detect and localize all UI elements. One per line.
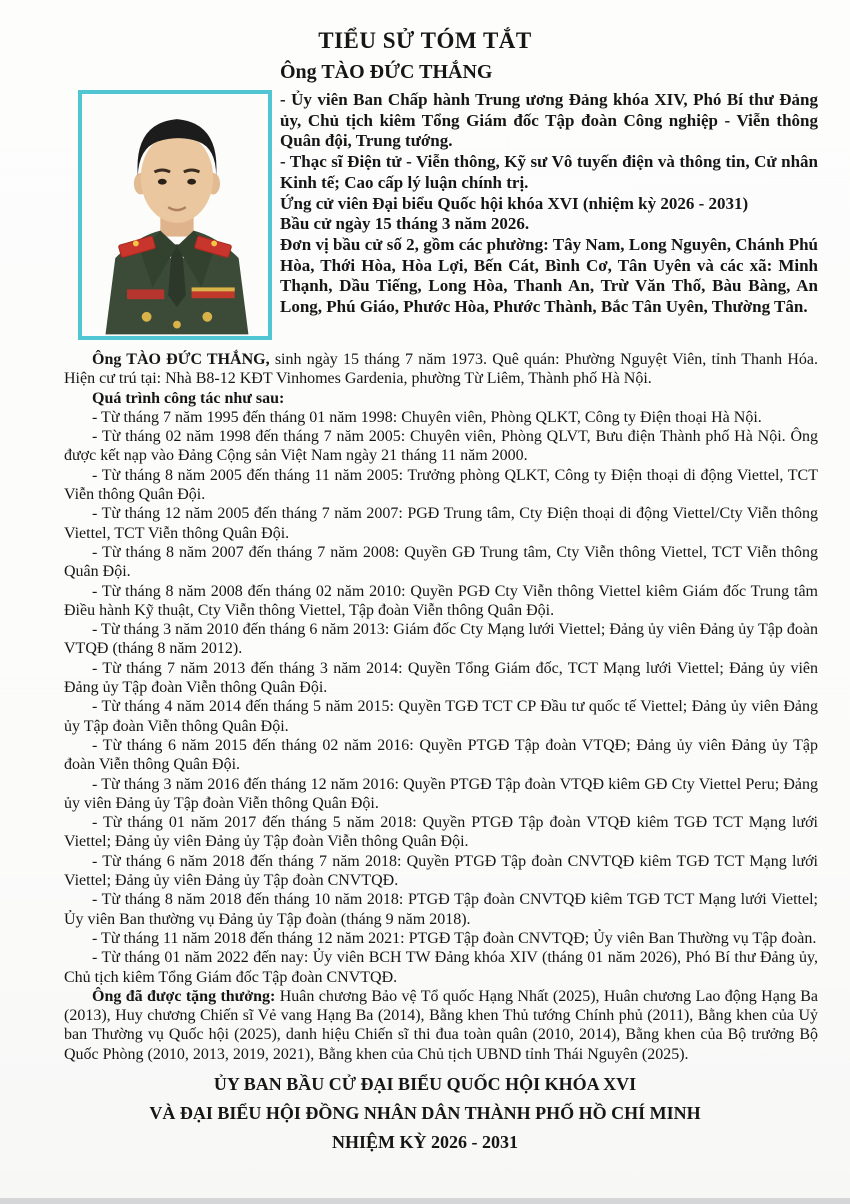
portrait-frame: [78, 90, 272, 340]
footer-line-3: NHIỆM KỲ 2026 - 2031: [332, 1131, 518, 1152]
page-title: TIỂU SỬ TÓM TẮT: [318, 28, 532, 53]
career-item: - Từ tháng 4 năm 2014 đến tháng 5 năm 2015: Quyền TGĐ TCT CP Đầu tư quốc tế Viettel; Đảng ủy viên Đảng ủy Tập đoàn Viễn thông Quân Đội.: [64, 698, 818, 735]
career-item: - Từ tháng 6 năm 2018 đến tháng 7 năm 2018: Quyền PTGĐ Tập đoàn CNVTQĐ kiêm TGĐ TCT Mạng lưới Viettel; Đảng ủy viên Đảng ủy Tập đoàn CNVTQĐ.: [64, 852, 818, 890]
highlights-block: [280, 90, 818, 318]
career-item: - Từ tháng 7 năm 1995 đến tháng 01 năm 1998: Chuyên viên, Phòng QLKT, Công ty Điện thoại Hà Nội.: [92, 408, 762, 426]
photo-column: [64, 60, 280, 340]
portrait-photo: [82, 94, 268, 336]
page-bottom-edge: [0, 1198, 850, 1204]
footer-line-1: ỦY BAN BẦU CỬ ĐẠI BIỂU QUỐC HỘI KHÓA XVI: [213, 1073, 637, 1094]
awards-text: Huân chương Bảo vệ Tổ quốc Hạng Nhất (2025), Huân chương Lao động Hạng Ba (2013), Huy chương Chiến sĩ Vẻ vang Hạng Ba (2014), Bằng khen Thủ tướng Chính phủ (2011), Bằng khen của Uỷ ban Thường vụ Quốc hội (2025), danh hiệu Chiến sĩ thi đua toàn quân (2010, 2014), Bằng khen của Bộ trưởng Bộ Quốc Phòng (2010, 2013, 2019, 2021), Bằng khen của Chủ tịch UBND tỉnh Thái Nguyên (2025).: [64, 987, 818, 1063]
career-item: - Từ tháng 6 năm 2015 đến tháng 02 năm 2016: Quyền PTGĐ Tập đoàn VTQĐ; Đảng ủy viên Đảng ủy Tập đoàn Viễn thông Quân Đội.: [64, 736, 818, 774]
candidate-name: Ông TÀO ĐỨC THẮNG: [280, 61, 493, 83]
career-item: - Từ tháng 12 năm 2005 đến tháng 7 năm 2007: PGĐ Trung tâm, Cty Điện thoại di động Viettel/Cty Viễn thông Viettel, TCT Viễn thông Quân Đội.: [64, 505, 818, 542]
career-item: - Từ tháng 8 năm 2005 đến tháng 11 năm 2005: Trưởng phòng QLKT, Công ty Điện thoại di động Viettel, TCT Viễn thông Quân Đội.: [64, 466, 818, 504]
highlight-paragraph: Ứng cử viên Đại biểu Quốc hội khóa XVI (nhiệm kỳ 2026 - 2031): [280, 193, 749, 213]
bio-intro-text: sinh ngày 15 tháng 7 năm 1973. Quê quán: Phường Nguyệt Viên, tỉnh Thanh Hóa. Hiện cư trú tại: Nhà B8-12 KĐT Vinhomes Gardenia, phường Từ Liêm, Thành phố Hà Nội.: [64, 351, 819, 388]
bio-intro: [64, 350, 818, 389]
career-item: - Từ tháng 7 năm 2013 đến tháng 3 năm 2014: Quyền Tổng Giám đốc, TCT Mạng lưới Viettel; Đảng ủy viên Đảng ủy Tập đoàn Viễn thông Quân Đội.: [64, 659, 818, 697]
career-item: - Từ tháng 8 năm 2008 đến tháng 02 năm 2010: Quyền PGĐ Cty Viễn thông Viettel kiêm Giám đốc Trung tâm Điều hành Kỹ thuật, Cty Viễn thông Viettel, Tập đoàn Viễn thông Quân Đội.: [64, 582, 818, 619]
awards-paragraph: [64, 987, 818, 1064]
highlight-paragraph: Đơn vị bầu cử số 2, gồm các phường: Tây Nam, Long Nguyên, Chánh Phú Hòa, Thới Hòa, Hòa Lợi, Bến Cát, Bình Cơ, Tân Uyên và các xã: Minh Thạnh, Dầu Tiếng, Long Hòa, Thanh An, Trừ Văn Thố, Bàu Bàng, An Long, Phú Giáo, Phước Hòa, Phước Thành, Bắc Tân Uyên, Thường Tân.: [280, 234, 818, 317]
career-item: - Từ tháng 02 năm 1998 đến tháng 7 năm 2005: Chuyên viên, Phòng QLVT, Bưu điện Thành phố Hà Nội. Ông được kết nạp vào Đảng Cộng sản Việt Nam ngày 21 tháng 11 năm 2000.: [64, 428, 818, 465]
footer-block: [0, 1070, 850, 1157]
career-item: - Từ tháng 11 năm 2018 đến tháng 12 năm 2021: PTGĐ Tập đoàn CNVTQĐ; Ủy viên Ban Thường vụ Tập đoàn.: [92, 929, 817, 947]
footer-line-2: VÀ ĐẠI BIỂU HỘI ĐỒNG NHÂN DÂN THÀNH PHỐ HỒ CHÍ MINH: [149, 1102, 701, 1123]
career-item: - Từ tháng 01 năm 2017 đến tháng 5 năm 2018: Quyền PTGĐ Tập đoàn VTQĐ kiêm TGĐ TCT Mạng lưới Viettel; Đảng ủy viên Đảng ủy Tập đoàn Viễn thông Quân Đội.: [64, 814, 818, 851]
awards-lead: Ông đã được tặng thưởng:: [92, 987, 276, 1005]
career-item: - Từ tháng 3 năm 2010 đến tháng 6 năm 2013: Giám đốc Cty Mạng lưới Viettel; Đảng ủy viên Đảng ủy Tập đoàn VTQĐ (tháng 8 năm 2012).: [64, 621, 818, 658]
highlight-paragraph: - Ủy viên Ban Chấp hành Trung ương Đảng khóa XIV, Phó Bí thư Đảng ủy, Chủ tịch kiêm Tổng Giám đốc Tập đoàn Công nghiệp - Viễn thông Quân đội, Trung tướng.: [280, 90, 818, 151]
highlight-paragraph: - Thạc sĩ Điện tử - Viễn thông, Kỹ sư Vô tuyến điện và thông tin, Cử nhân Kinh tế; Cao cấp lý luận chính trị.: [280, 152, 818, 192]
career-heading: Quá trình công tác như sau:: [92, 389, 285, 407]
summary-column: [280, 60, 818, 340]
career-item: - Từ tháng 8 năm 2007 đến tháng 7 năm 2008: Quyền GĐ Trung tâm, Cty Viễn thông Viettel, TCT Viễn thông Quân Đội.: [64, 543, 818, 581]
career-item: - Từ tháng 3 năm 2016 đến tháng 12 năm 2016: Quyền PTGĐ Tập đoàn VTQĐ kiêm GĐ Cty Viettel Peru; Đảng ủy viên Đảng ủy Tập đoàn Viễn thông Quân Đội.: [64, 775, 818, 812]
bio-intro-lead: Ông TÀO ĐỨC THẮNG,: [92, 351, 270, 368]
highlight-paragraph: Bầu cử ngày 15 tháng 3 năm 2026.: [280, 214, 530, 234]
top-section: [0, 60, 850, 340]
biography-section: [0, 350, 850, 1064]
career-item: - Từ tháng 8 năm 2018 đến tháng 10 năm 2018: PTGĐ Tập đoàn CNVTQĐ kiêm TGĐ TCT Mạng lưới Viettel; Ủy viên Ban thường vụ Đảng ủy Tập đoàn (tháng 9 năm 2018).: [64, 891, 818, 928]
career-item: - Từ tháng 01 năm 2022 đến nay: Ủy viên BCH TW Đảng khóa XIV (tháng 01 năm 2026), Phó Bí thư Đảng ủy, Chủ tịch kiêm Tổng Giám đốc Tập đoàn CNVTQĐ.: [64, 949, 818, 986]
